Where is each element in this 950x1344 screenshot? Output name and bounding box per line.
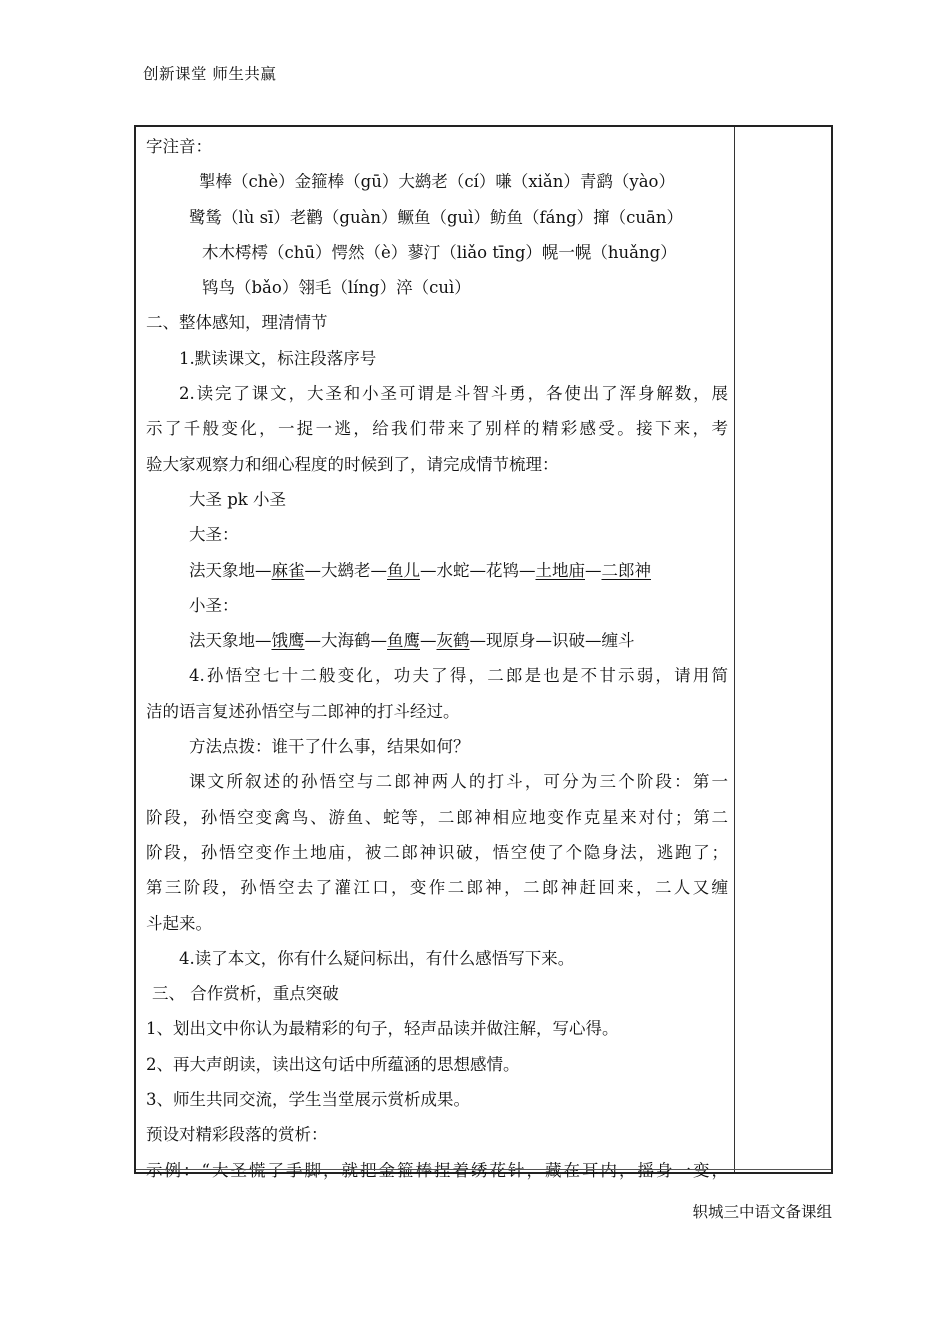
seq-text: — [420, 631, 437, 651]
answer-line-5: 斗起来。 [146, 913, 212, 933]
xiaosheng-label: 小圣： [189, 595, 239, 615]
seq-text: 法天象地— [189, 631, 272, 651]
column-divider [734, 127, 735, 1172]
preset-appreciation: 预设对精彩段落的赏析： [146, 1125, 328, 1145]
example-line: 示例：“大圣慌了手脚，就把金箍棒捏着绣花针，藏在耳内，摇身一变， [146, 1160, 728, 1180]
seq-answer: 鱼儿 [387, 560, 420, 580]
seq-answer: 鱼鹰 [387, 631, 420, 651]
section-3-heading: 三、 合作赏析，重点突破 [152, 984, 339, 1004]
pinyin-line-1: 掣棒（chè）金箍棒（gū）大鹚老（cí）嗛（xiǎn）青鹞（yào） [199, 172, 675, 192]
seq-text: —大鹚老— [304, 560, 387, 580]
task-2-line-1: 2.读完了课文，大圣和小圣可谓是斗智斗勇，各使出了浑身解数，展 [179, 384, 728, 404]
answer-line-1: 课文所叙述的孙悟空与二郎神两人的打斗，可分为三个阶段：第一 [189, 772, 728, 792]
answer-line-4: 第三阶段，孙悟空去了灌江口，变作二郎神，二郎神赶回来，二人又缠 [146, 878, 728, 898]
step-2: 2、再大声朗读，读出这句话中所蕴涵的思想感情。 [146, 1054, 520, 1074]
lesson-content [146, 129, 728, 1188]
dasheng-label: 大圣： [189, 525, 239, 545]
xiaosheng-sequence [146, 623, 728, 658]
method-tip: 方法点拨：谁干了什么事，结果如何？ [189, 737, 470, 757]
pinyin-line-2: 鹭鸶（lù sī）老鹳（guàn）鳜鱼（guì）鲂鱼（fáng）撺（cuān） [189, 207, 683, 227]
step-3: 3、师生共同交流，学生当堂展示赏析成果。 [146, 1090, 470, 1110]
page-header: 创新课堂 师生共赢 [143, 65, 277, 83]
seq-text: — [585, 560, 602, 580]
seq-text: —现原身—识破—缠斗 [469, 631, 635, 651]
seq-answer: 灰鹤 [436, 631, 470, 651]
section-2-heading: 二、整体感知，理清情节 [146, 313, 328, 333]
seq-text: —水蛇—花鸨— [420, 560, 536, 580]
answer-line-3: 阶段，孙悟空变作土地庙，被二郎神识破，悟空使了个隐身法，逃跑了； [146, 842, 728, 862]
lesson-table [134, 125, 833, 1180]
seq-answer: 麻雀 [271, 560, 305, 580]
pinyin-line-3: 木木樗樗（chū）愕然（è）蓼汀（liǎo tīng）幌一幌（huǎng） [202, 242, 677, 262]
seq-text: 法天象地— [189, 560, 272, 580]
task-4-line-1: 4.孙悟空七十二般变化，功夫了得，二郎是也是不甘示弱，请用简 [189, 666, 728, 686]
step-1: 1、划出文中你认为最精彩的句子，轻声品读并做注解，写心得。 [146, 1019, 619, 1039]
task-1: 1.默读课文，标注段落序号 [179, 348, 377, 368]
seq-answer: 二郎神 [601, 560, 651, 580]
page-footer: 轵城三中语文备课组 [692, 1203, 832, 1221]
dasheng-sequence [146, 553, 728, 588]
task-2-line-2: 示了千般变化，一捉一逃，给我们带来了别样的精彩感受。接下来，考 [146, 419, 728, 439]
pinyin-line-4: 鸨鸟（bǎo）翎毛（líng）淬（cuì） [202, 278, 471, 298]
answer-line-2: 阶段，孙悟空变禽鸟、游鱼、蛇等，二郎神相应地变作克星来对付；第二 [146, 807, 728, 827]
task-4b: 4.读了本文，你有什么疑问标出，有什么感悟写下来。 [179, 948, 575, 968]
task-4-line-2: 洁的语言复述孙悟空与二郎神的打斗经过。 [146, 701, 460, 721]
seq-answer: 土地庙 [535, 560, 585, 580]
pk-title: 大圣 pk 小圣 [189, 489, 287, 509]
seq-answer: 饿鹰 [271, 631, 305, 651]
seq-text: —大海鹤— [304, 631, 387, 651]
task-2-line-3: 验大家观察力和细心程度的时候到了，请完成情节梳理： [146, 454, 559, 474]
pinyin-heading: 字注音： [146, 137, 212, 156]
